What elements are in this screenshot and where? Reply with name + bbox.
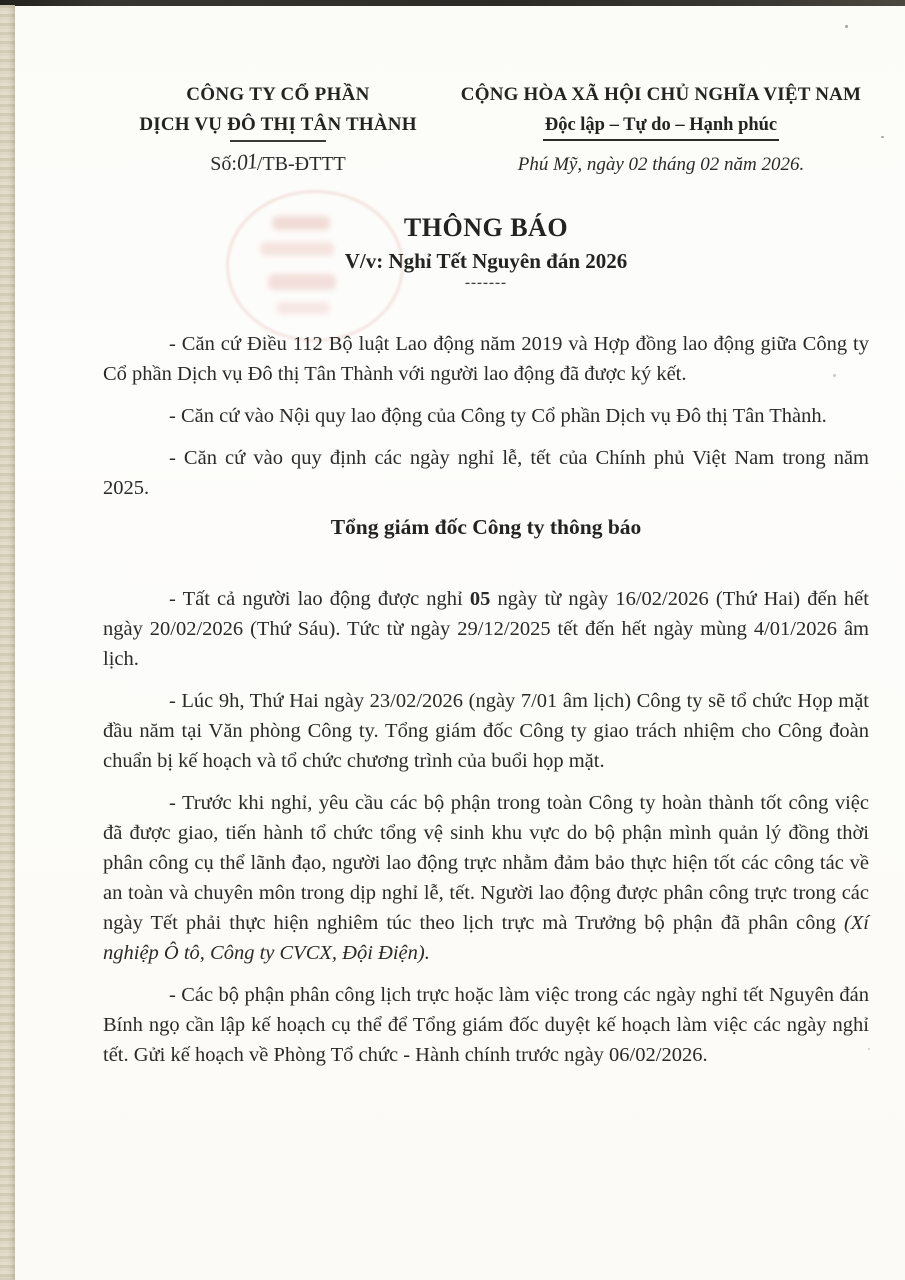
national-motto-row xyxy=(453,106,869,141)
holiday-text-post: ngày từ ngày 16/02/2026 (Thứ Hai) đến hết ngày 20/02/2026 (Thứ Sáu). Tức từ ngày 29/12/2025 tết đến hết ngày mùng 4/01/2026 âm lịch. xyxy=(103,588,869,670)
preamble-paragraph-1: - Căn cứ Điều 112 Bộ luật Lao động năm 2019 và Hợp đồng lao động giữa Công ty Cổ phần Dịch vụ Đô thị Tân Thành với người lao động đã được ký kết. xyxy=(103,333,869,385)
document-header xyxy=(103,84,869,176)
announcement-holiday-dates xyxy=(103,584,869,674)
preamble-paragraph-3: - Căn cứ vào quy định các ngày nghỉ lễ, tết của Chính phủ Việt Nam trong năm 2025. xyxy=(103,447,869,499)
announcement-schedule: - Các bộ phận phân công lịch trực hoặc làm việc trong các ngày nghỉ tết Nguyên đán Bính ngọ cần lập kế hoạch cụ thể để Tổng giám đốc duyệt kế hoạch làm việc các ngày nghỉ tết. Gửi kế hoạch về Phòng Tổ chức - Hành chính trước ngày 06/02/2026. xyxy=(103,984,869,1066)
issuer-name-line2: DỊCH VỤ ĐÔ THỊ TÂN THÀNH xyxy=(139,114,417,135)
title-block xyxy=(103,213,869,292)
document-number-suffix: /TB-ĐTTT xyxy=(256,153,346,175)
document-subject: V/v: Nghỉ Tết Nguyên đán 2026 xyxy=(344,249,628,273)
duties-text: - Trước khi nghỉ, yêu cầu các bộ phận trong toàn Công ty hoàn thành tốt công việc đã được giao, tiến hành tổ chức tổng vệ sinh khu vực do bộ phận mình quản lý đồng thời phân công cụ thể lãnh đạo, người lao động trực nhằm đảm bảo thực hiện tốt các công tác về an toàn và chuyên môn trong dịp nghỉ lễ, tết. Người lao động được phân công trực trong các ngày Tết phải thực hiện nghiêm túc theo lịch trực mà Trưởng bộ phận đã phân công xyxy=(103,792,869,934)
title-divider: ------- xyxy=(465,275,507,291)
issuer-block xyxy=(103,84,453,176)
document-body xyxy=(103,329,869,1070)
place-date-line: Phú Mỹ, ngày 02 tháng 02 năm 2026. xyxy=(517,154,805,175)
preamble-paragraph-2: - Căn cứ vào Nội quy lao động của Công ty Cổ phần Dịch vụ Đô thị Tân Thành. xyxy=(169,405,827,427)
holiday-days-count: 05 xyxy=(469,588,491,610)
national-header-country: CỘNG HÒA XÃ HỘI CHỦ NGHĨA VIỆT NAM xyxy=(460,84,862,105)
national-header-motto: Độc lập – Tự do – Hạnh phúc xyxy=(543,115,779,141)
document-number-label: Số: xyxy=(210,153,237,175)
document-number-handwritten: 01 xyxy=(235,148,259,175)
national-header-block xyxy=(453,84,869,176)
issuer-name-line1: CÔNG TY CỔ PHẦN xyxy=(186,84,370,105)
issuer-underline xyxy=(230,140,326,142)
announcement-duties xyxy=(103,788,869,968)
section-heading: Tổng giám đốc Công ty thông báo xyxy=(330,515,642,539)
duties-departments-italic: (Xí nghiệp Ô tô, Công ty CVCX, Đội Điện). xyxy=(103,912,869,964)
document-title: THÔNG BÁO xyxy=(403,213,569,242)
announcement-meeting: - Lúc 9h, Thứ Hai ngày 23/02/2026 (ngày 7/01 âm lịch) Công ty sẽ tổ chức Họp mặt đầu năm tại Văn phòng Công ty. Tổng giám đốc Công ty giao trách nhiệm cho Công đoàn chuẩn bị kế hoạch và tổ chức chương trình của buổi họp mặt. xyxy=(103,690,869,772)
holiday-text-pre: - Tất cả người lao động được nghỉ xyxy=(169,588,470,610)
document-number xyxy=(103,150,453,176)
